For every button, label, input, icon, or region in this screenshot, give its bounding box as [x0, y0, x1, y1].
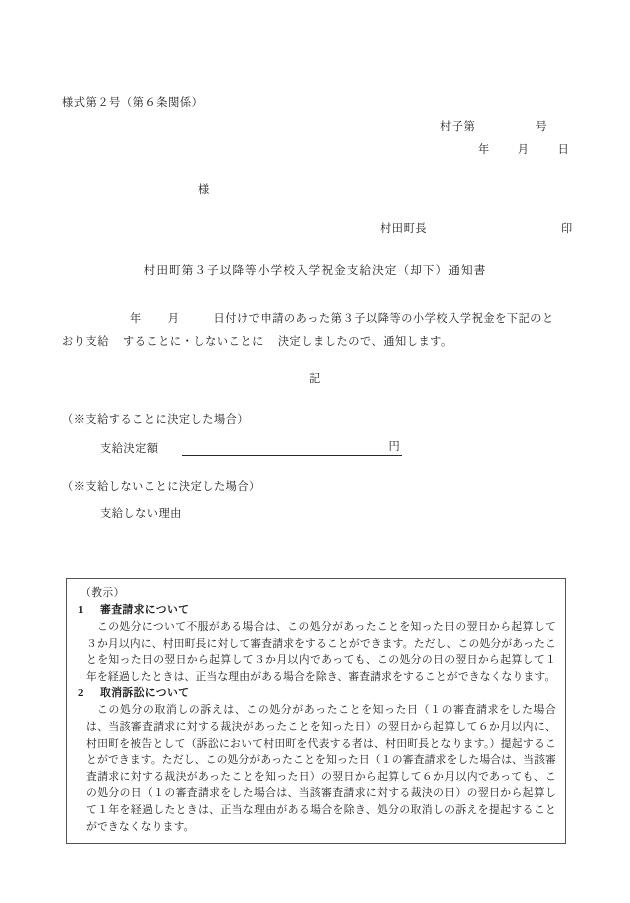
reason-row [100, 505, 182, 521]
form-number: 様式第２号（第６条関係） [62, 97, 204, 109]
document-serial-number [440, 122, 547, 133]
case-unpaid-heading: （※支給しないことに決定した場合） [62, 481, 261, 493]
body-choice-options: することに・しないことに [122, 336, 264, 348]
instruction-1-number: 1 [78, 604, 84, 616]
document-date-line [478, 145, 569, 156]
instruction-1-heading [78, 602, 556, 619]
instruction-2-title: 取消訴訟について [100, 687, 190, 700]
amount-unit: 円 [387, 441, 402, 456]
document-title: 村田町第３子以降等小学校入学祝金支給決定（却下）通知書 [143, 264, 487, 277]
instruction-2-number: 2 [78, 687, 84, 700]
issuer-name: 村田町長 [380, 223, 428, 235]
date-month-label: 月 [517, 144, 530, 156]
ki-marker: 記 [309, 373, 321, 385]
body-date-year: 年 [130, 313, 142, 325]
instruction-2-text: この処分の取消しの訴えは、この処分があったことを知った日（１の審査請求をした場合は、当該審査請求に対する裁決があったことを知った日）の翌日から起算して６か月以内に、村田町を被告として（訴訟において村田町を代表する者は、村田町長となります。）提起することができます。ただし、この処分があったことを知った日（１の審査請求をした場合は、当該審査請求に対する裁決があったことを知った日）の翌日から起算して６か月以内であっても、この処分の日（１の審査請求をした場合は、当該審査請求に対する裁決の日）の翌日から起算して１年を経過したときは、正当な理由がある場合を除き、処分の取消しの訴えを提起することができなくなります。 [86, 704, 556, 833]
amount-decision-row [100, 440, 402, 456]
serial-prefix: 村子第 [440, 121, 476, 133]
serial-suffix: 号 [535, 121, 548, 133]
case-paid-heading: （※支給することに決定した場合） [62, 414, 250, 426]
body-line-1 [62, 308, 572, 331]
instruction-2-heading [78, 685, 556, 702]
instructions-title: （教示） [80, 587, 125, 599]
body-decision-suffix: 決定しましたので、通知します。 [277, 336, 453, 348]
body-date-month: 月 [167, 313, 180, 325]
body-paragraph [62, 308, 572, 354]
seal-mark: 印 [561, 223, 573, 235]
addressee-honorific: 様 [198, 184, 210, 196]
body-line-2 [62, 331, 572, 354]
date-year-label: 年 [478, 144, 490, 156]
amount-input-field[interactable] [182, 441, 387, 456]
instruction-item-1 [76, 602, 556, 685]
instruction-1-text: この処分について不服がある場合は、この処分があったことを知った日の翌日から起算して３か月以内に、村田町長に対して審査請求をすることができます。ただし、この処分があったことを知った日の翌日から起算して３か月以内であっても、この処分の日の翌日から起算して１年を経過したときは、正当な理由がある場合を除き、審査請求をすることができなくなります。 [86, 621, 556, 683]
instruction-item-2 [76, 685, 556, 835]
amount-label: 支給決定額 [100, 443, 159, 455]
body-supply-prefix: おり支給 [62, 336, 109, 348]
instruction-1-title: 審査請求について [100, 604, 190, 616]
instructions-box [66, 578, 566, 844]
body-date-day-rest: 日付けで申請のあった第３子以降等の小学校入学祝金を下記のと [213, 313, 554, 325]
date-day-label: 日 [557, 144, 570, 156]
reason-label: 支給しない理由 [100, 508, 182, 520]
